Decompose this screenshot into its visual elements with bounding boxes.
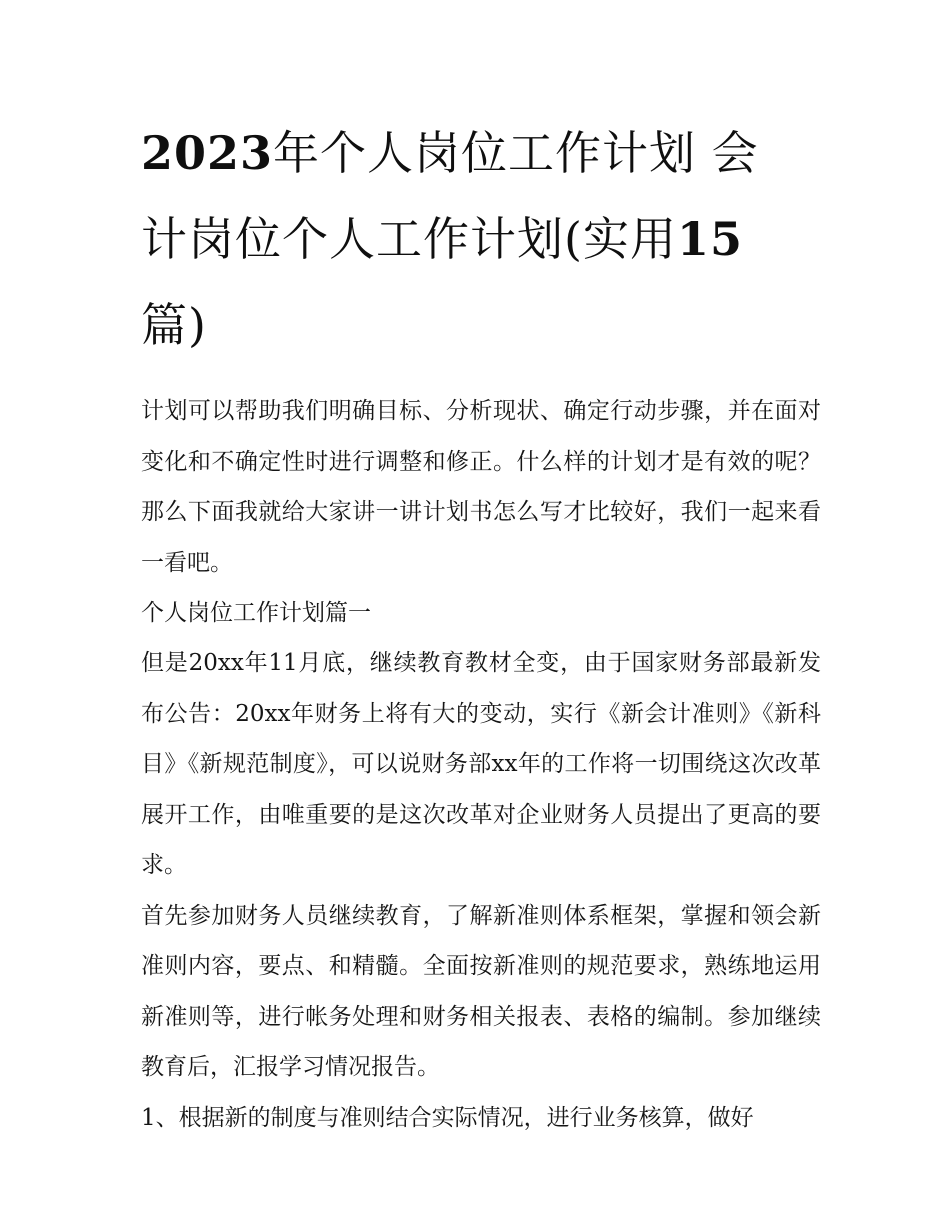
body-paragraph-3: 1、根据新的制度与准则结合实际情况，进行业务核算，做好: [141, 1104, 754, 1131]
document-page: [141, 110, 821, 1143]
intro-paragraph: 计划可以帮助我们明确目标、分析现状、确定行动步骤，并在面对变化和不确定性时进行调整和修正。什么样的计划才是有效的呢？那么下面我就给大家讲一讲计划书怎么写才比较好，我们一起来看一看吧。: [141, 398, 821, 576]
title-line-3: 篇): [141, 298, 207, 352]
body-paragraph-2: 首先参加财务人员继续教育，了解新准则体系框架，掌握和领会新准则内容，要点、和精髓。全面按新准则的规范要求，熟练地运用新准则等，进行帐务处理和财务相关报表、表格的编制。参加继续教育后，汇报学习情况报告。: [141, 902, 821, 1080]
section-heading: 个人岗位工作计划篇一: [141, 600, 371, 626]
title-line-1: 2023年个人岗位工作计划 会: [141, 126, 759, 180]
body-paragraph-1: 但是20xx年11月底，继续教育教材全变，由于国家财务部最新发布公告：20xx年财务上将有大的变动，实行《新会计准则》《新科目》《新规范制度》，可以说财务部xx年的工作将一切围绕这次改革展开工作，由唯重要的是这次改革对企业财务人员提出了更高的要求。: [141, 650, 821, 878]
document-title: [141, 110, 821, 368]
title-line-2: 计岗位个人工作计划(实用15: [141, 212, 743, 266]
